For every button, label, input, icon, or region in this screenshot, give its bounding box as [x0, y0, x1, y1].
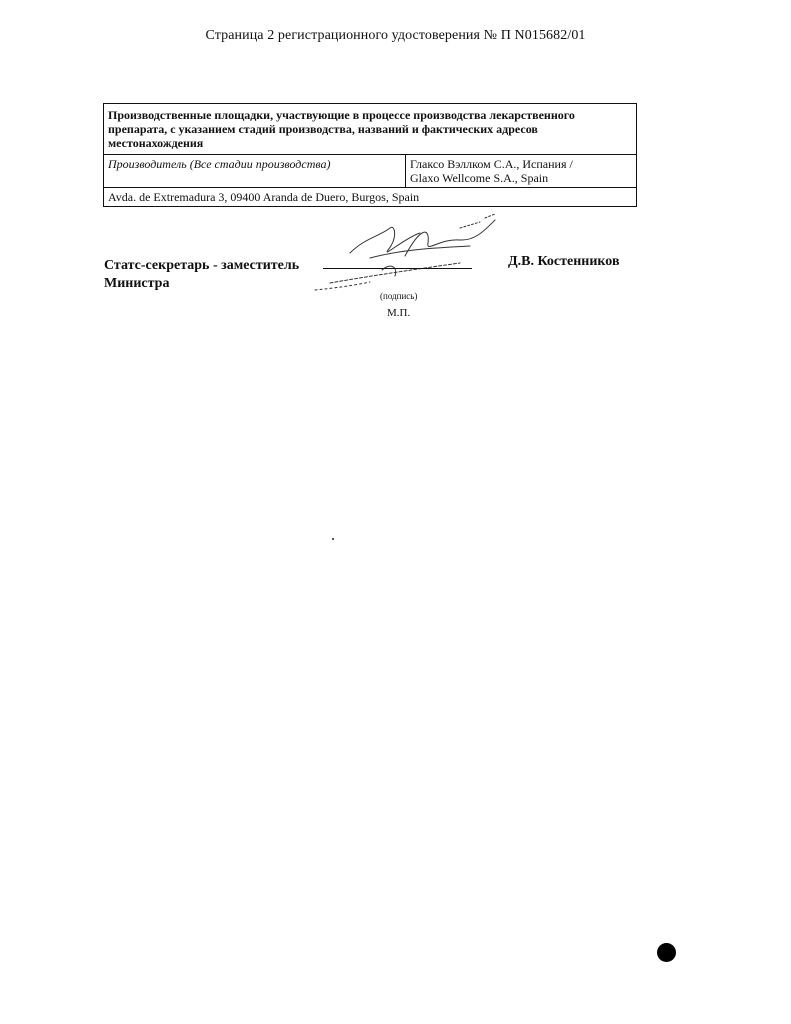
signature-line [323, 268, 472, 269]
scan-speck [332, 538, 334, 540]
producer-address: Avda. de Extremadura 3, 09400 Aranda de Duero, Burgos, Spain [104, 188, 637, 207]
table-title: Производственные площадки, участвующие в процессе производства лекарственного препарата, с указанием стадий производства, названий и фактических адресов местонахождения [104, 104, 637, 155]
address-row [104, 188, 637, 207]
producer-label: Производитель (Все стадии производства) [104, 155, 406, 188]
table-title-row [104, 104, 637, 155]
producer-name-cell [406, 155, 637, 188]
producer-row [104, 155, 637, 188]
production-sites-table [103, 103, 637, 207]
page-header: Страница 2 регистрационного удостоверения № П N015682/01 [205, 28, 586, 43]
producer-name-en: Glaxo Wellcome S.A., Spain [410, 171, 549, 185]
signatory-position-line1: Статс-секретарь - заместитель [104, 258, 300, 273]
producer-name-ru: Глаксо Вэллком С.А., Испания / [410, 157, 573, 171]
handwritten-signature [310, 208, 510, 303]
black-dot-mark [657, 943, 676, 962]
signature-caption: (подпись) [380, 291, 418, 301]
signatory-name: Д.В. Костенников [508, 254, 620, 269]
signatory-position [104, 257, 299, 293]
stamp-label: М.П. [387, 307, 411, 319]
signatory-position-line2: Министра [104, 276, 170, 291]
